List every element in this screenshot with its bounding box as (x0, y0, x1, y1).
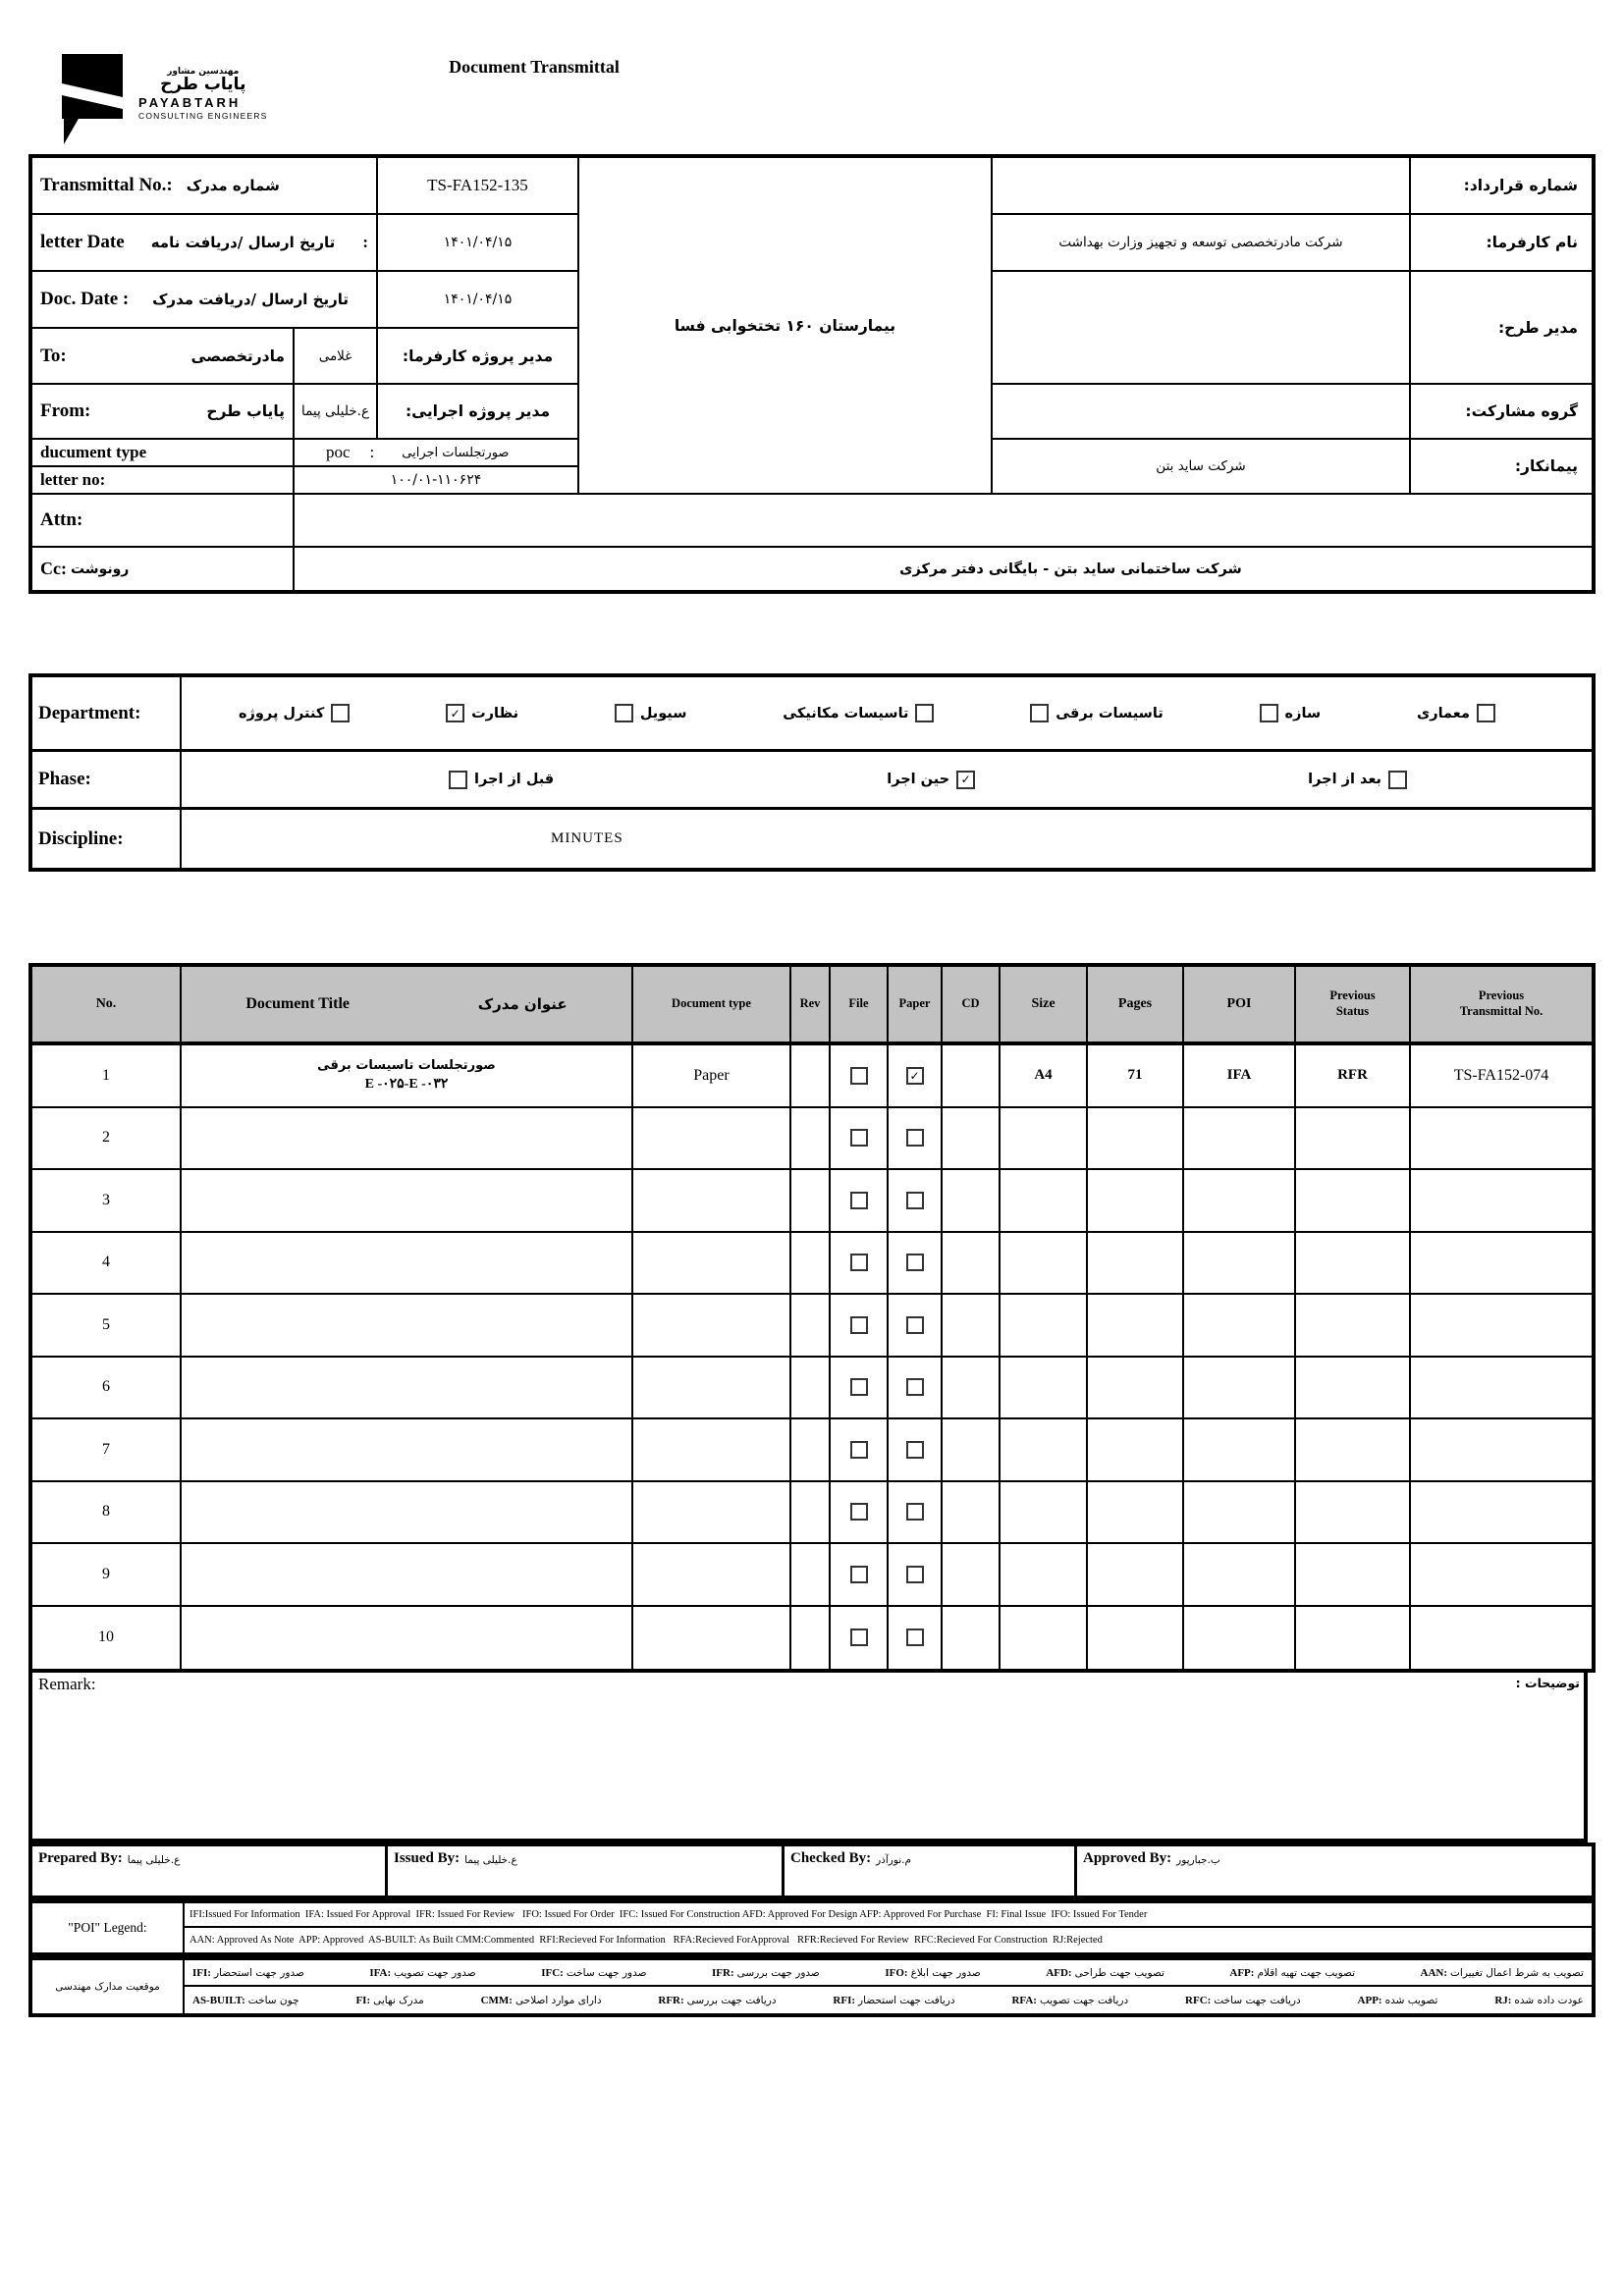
doc-row-5-rev (791, 1295, 831, 1358)
doc-row-1-paper (889, 1045, 943, 1108)
file-checkbox[interactable] (850, 1254, 868, 1271)
checkbox-option (1260, 704, 1322, 722)
doc-row-9-size (1001, 1544, 1088, 1607)
doc-row-10-size (1001, 1607, 1088, 1670)
doc-row-3-size (1001, 1170, 1088, 1233)
file-checkbox[interactable] (850, 1503, 868, 1521)
transmittal-no-value: TS-FA152-135 (378, 158, 579, 215)
file-checkbox[interactable] (850, 1316, 868, 1334)
contract-no-label: شماره قرارداد: (1411, 158, 1592, 215)
legend-code: IFR: (712, 1966, 734, 1979)
jv-label: گروه مشارکت: (1411, 385, 1592, 440)
doc-row-5-paper (889, 1295, 943, 1358)
legend-text: دریافت جهت تصویب (1039, 1994, 1129, 2006)
doc-row-6-paper (889, 1358, 943, 1420)
checkbox-option (783, 704, 934, 722)
executive-pm-label: مدیر پروژه اجرایی: (378, 385, 579, 440)
doc-row-3-title (182, 1170, 633, 1233)
doc-row-8-prev-no (1411, 1482, 1592, 1545)
legend-code: IFA: (369, 1966, 392, 1979)
checkbox-option-label: قبل از اجرا (474, 772, 555, 787)
doc-row-4-title (182, 1233, 633, 1296)
doc-row-1-size: A4 (1001, 1045, 1088, 1108)
doc-row-2-no: 2 (32, 1108, 182, 1171)
doc-row-1-cd (943, 1045, 1001, 1108)
legend-item-AFP (1229, 1967, 1355, 1979)
doc-row-6-type (633, 1358, 791, 1420)
checkbox-option-label: حین اجرا (887, 772, 950, 787)
prepared-by: Prepared By: ع.خلیلی پیما (32, 1846, 388, 1896)
checkbox-option-label: تاسیسات برقی (1056, 705, 1164, 721)
doc-row-5-type (633, 1295, 791, 1358)
checkbox-icon[interactable] (1477, 704, 1495, 722)
discipline-label: Discipline: (32, 810, 182, 868)
file-checkbox[interactable] (850, 1378, 868, 1396)
legend-code: AFD: (1046, 1966, 1072, 1979)
doc-row-5-title (182, 1295, 633, 1358)
file-checkbox[interactable] (850, 1192, 868, 1209)
doc-row-6-file (831, 1358, 889, 1420)
paper-checkbox[interactable] (906, 1378, 924, 1396)
page-title: Document Transmittal (449, 57, 620, 77)
col-header-title: Document Title عنوان مدرک (182, 967, 633, 1045)
legend-code: APP: (1357, 1994, 1382, 2006)
doc-row-6-title (182, 1358, 633, 1420)
doc-row-7-paper (889, 1419, 943, 1482)
doc-row-3-rev (791, 1170, 831, 1233)
from-person: ع.خلیلی پیما (295, 385, 378, 440)
contractor-value: شرکت ساید بتن (993, 440, 1411, 495)
doc-row-5-prev-status (1296, 1295, 1411, 1358)
doc-row-8-title (182, 1482, 633, 1545)
doc-row-9-cd (943, 1544, 1001, 1607)
paper-checkbox[interactable] (906, 1129, 924, 1147)
checkbox-icon[interactable] (1030, 704, 1049, 722)
doc-row-10-no: 10 (32, 1607, 182, 1670)
doc-row-7-file (831, 1419, 889, 1482)
legend-text: تصویب جهت تهیه اقلام (1257, 1966, 1356, 1979)
doc-row-4-prev-status (1296, 1233, 1411, 1296)
legend-item-IFO (885, 1967, 981, 1979)
doc-row-7-rev (791, 1419, 831, 1482)
paper-checkbox[interactable] (906, 1566, 924, 1583)
department-options (182, 677, 1592, 752)
doc-row-7-no: 7 (32, 1419, 182, 1482)
checkbox-option-label: تاسیسات مکانیکی (783, 705, 909, 721)
checkbox-option-label: سازه (1284, 705, 1322, 721)
legend-code: FI: (355, 1994, 371, 2006)
doc-row-9-rev (791, 1544, 831, 1607)
legend-item-RFI (833, 1995, 954, 2006)
doc-row-8-size (1001, 1482, 1088, 1545)
fa-legend-label: موقعیت مدارک مهندسی (32, 1960, 185, 2013)
doc-row-6-pages (1088, 1358, 1184, 1420)
doc-row-4-cd (943, 1233, 1001, 1296)
checkbox-icon[interactable] (1260, 704, 1278, 722)
col-header-file: File (831, 967, 889, 1045)
doc-row-3-paper (889, 1170, 943, 1233)
doc-row-4-paper (889, 1233, 943, 1296)
design-manager-value (993, 272, 1411, 385)
doc-row-8-pages (1088, 1482, 1184, 1545)
doc-row-8-type (633, 1482, 791, 1545)
doc-row-3-file (831, 1170, 889, 1233)
doc-row-5-poi (1184, 1295, 1296, 1358)
doc-row-7-title (182, 1419, 633, 1482)
to-field: To: مادرتخصصی (32, 329, 295, 385)
doc-row-10-paper (889, 1607, 943, 1670)
remark-box (28, 1672, 1588, 1842)
doc-row-7-cd (943, 1419, 1001, 1482)
fa-legend-row1 (185, 1960, 1592, 1987)
legend-code: IFC: (541, 1966, 564, 1979)
client-name-value: شرکت مادرتخصصی توسعه و تجهیز وزارت بهداشت (993, 215, 1411, 272)
doc-row-3-cd (943, 1170, 1001, 1233)
doc-row-6-prev-status (1296, 1358, 1411, 1420)
doc-row-10-prev-no (1411, 1607, 1592, 1670)
doc-row-5-cd (943, 1295, 1001, 1358)
checkbox-option (449, 771, 554, 789)
doc-row-4-type (633, 1233, 791, 1296)
project-name: بیمارستان ۱۶۰ تختخوابی فسا (579, 158, 993, 495)
phase-options (182, 752, 1592, 810)
doc-row-10-cd (943, 1607, 1001, 1670)
legend-text: دارای موارد اصلاحی (514, 1994, 602, 2006)
doc-row-7-size (1001, 1419, 1088, 1482)
checkbox-icon[interactable] (331, 704, 350, 722)
paper-checkbox[interactable] (906, 1629, 924, 1646)
doc-row-4-pages (1088, 1233, 1184, 1296)
file-checkbox[interactable] (850, 1067, 868, 1085)
doc-row-1-prev-status: RFR (1296, 1045, 1411, 1108)
letter-no-value: ۱۰۰/۰۱-۱۱۰۶۲۴ (295, 467, 579, 495)
doc-row-2-paper (889, 1108, 943, 1171)
letter-date-label: letter Date تاریخ ارسال /دریافت نامه : (32, 215, 378, 272)
doc-row-4-rev (791, 1233, 831, 1296)
legend-item-IFC (541, 1967, 646, 1979)
remark-label: Remark: (38, 1675, 96, 1693)
doc-row-3-prev-status (1296, 1170, 1411, 1233)
poi-legend (28, 1899, 1596, 1956)
doc-row-5-no: 5 (32, 1295, 182, 1358)
doc-row-6-no: 6 (32, 1358, 182, 1420)
doc-row-10-file (831, 1607, 889, 1670)
doc-row-10-rev (791, 1607, 831, 1670)
client-pm-label: مدیر پروژه کارفرما: (378, 329, 579, 385)
doc-row-9-poi (1184, 1544, 1296, 1607)
legend-text: صدور جهت استحضار (213, 1966, 304, 1979)
doc-row-8-poi (1184, 1482, 1296, 1545)
doc-row-6-cd (943, 1358, 1001, 1420)
legend-text: صدور جهت تصویب (394, 1966, 476, 1979)
legend-item-CMM (481, 1995, 602, 2006)
legend-item-FI (355, 1995, 423, 2006)
doc-row-10-title (182, 1607, 633, 1670)
doc-row-1-pages: 71 (1088, 1045, 1184, 1108)
doc-type-value: poc : صورتجلسات اجرایی (295, 440, 579, 467)
logo-tagline-fa: مهندسین مشاور (167, 67, 240, 77)
file-checkbox[interactable] (850, 1129, 868, 1147)
poi-legend-label: "POI" Legend: (32, 1903, 185, 1952)
col-header-poi: POI (1184, 967, 1296, 1045)
col-header-type: Document type (633, 967, 791, 1045)
doc-row-1-prev-no: TS-FA152-074 (1411, 1045, 1592, 1108)
file-checkbox[interactable] (850, 1566, 868, 1583)
doc-row-2-prev-no (1411, 1108, 1592, 1171)
doc-row-2-pages (1088, 1108, 1184, 1171)
doc-row-8-prev-status (1296, 1482, 1411, 1545)
doc-date-label: Doc. Date : تاریخ ارسال /دریافت مدرک (32, 272, 378, 329)
doc-row-7-prev-no (1411, 1419, 1592, 1482)
col-header-cd: CD (943, 967, 1001, 1045)
doc-row-3-prev-no (1411, 1170, 1592, 1233)
client-name-label: نام کارفرما: (1411, 215, 1592, 272)
fa-legend-row2 (185, 1987, 1592, 2013)
checkbox-option (446, 704, 518, 722)
legend-text: تصویب شده (1384, 1994, 1438, 2006)
legend-code: IFI: (192, 1966, 211, 1979)
phase-label: Phase: (32, 752, 182, 810)
approved-by: Approved By: ب.جبارپور (1083, 1850, 1220, 1866)
legend-item-IFR (712, 1967, 820, 1979)
doc-row-1-type: Paper (633, 1045, 791, 1108)
legend-text: دریافت جهت بررسی (686, 1994, 777, 2006)
department-table (28, 673, 1596, 872)
transmittal-no-label: Transmittal No.: شماره مدرک (32, 158, 378, 215)
legend-code: CMM: (480, 1994, 513, 2006)
doc-row-10-poi (1184, 1607, 1296, 1670)
doc-row-8-no: 8 (32, 1482, 182, 1545)
discipline-value: MINUTES (551, 830, 623, 846)
col-header-rev: Rev (791, 967, 831, 1045)
legend-code: AAN: (1420, 1966, 1448, 1979)
doc-row-5-prev-no (1411, 1295, 1592, 1358)
letter-no-label: letter no: (32, 467, 295, 495)
poi-legend-line2: AAN: Approved As Note APP: Approved AS-BUILT: As Built CMM:Commented RFI:Recieved For Information RFA:Recieved ForApproval RFR:Recieved For Review RFC:Recieved For Construction RJ:Rejected (189, 1935, 1103, 1946)
doc-row-9-paper (889, 1544, 943, 1607)
doc-row-1-no: 1 (32, 1045, 182, 1108)
paper-checkbox[interactable] (906, 1503, 924, 1521)
contract-no-value (993, 158, 1411, 215)
doc-row-7-type (633, 1419, 791, 1482)
doc-row-2-size (1001, 1108, 1088, 1171)
doc-row-8-cd (943, 1482, 1001, 1545)
legend-item-AS-BUILT (192, 1995, 299, 2006)
logo-name-en: PAYABTARH (138, 95, 242, 111)
legend-code: AS-BUILT: (192, 1994, 245, 2006)
doc-row-6-rev (791, 1358, 831, 1420)
checkbox-option-label: نظارت (471, 705, 519, 721)
legend-item-IFA (369, 1967, 475, 1979)
legend-item-RJ (1494, 1995, 1584, 2006)
doc-row-9-title (182, 1544, 633, 1607)
checked-by: Checked By: م.نورآذر (785, 1846, 1077, 1896)
poi-legend-line1: IFI:Issued For Information IFA: Issued For Approval IFR: Issued For Review IFO: Issued For Order IFC: Issued For Construction AFD: Approved For Design AFP: Approved For Purchase FI: Final Issue IFO: Issued For Tender (185, 1903, 1592, 1928)
doc-row-2-cd (943, 1108, 1001, 1171)
legend-text: صدور جهت ساخت (566, 1966, 647, 1979)
doc-row-10-type (633, 1607, 791, 1670)
checkbox-icon[interactable] (449, 771, 467, 789)
doc-row-10-prev-status (1296, 1607, 1411, 1670)
logo-subtitle-en: CONSULTING ENGINEERS (138, 110, 268, 121)
doc-row-2-file (831, 1108, 889, 1171)
legend-text: دریافت جهت ساخت (1214, 1994, 1301, 2006)
doc-row-2-type (633, 1108, 791, 1171)
col-header-prev-transmittal: Previous Transmittal No. (1411, 967, 1592, 1045)
doc-row-9-pages (1088, 1544, 1184, 1607)
doc-row-9-prev-no (1411, 1544, 1592, 1607)
col-header-paper: Paper (889, 967, 943, 1045)
info-table (28, 154, 1596, 594)
doc-type-label: ducument type (32, 440, 295, 467)
doc-row-3-type (633, 1170, 791, 1233)
doc-row-4-file (831, 1233, 889, 1296)
legend-code: IFO: (885, 1966, 908, 1979)
doc-row-4-poi (1184, 1233, 1296, 1296)
checkbox-option (1417, 704, 1495, 722)
doc-row-5-pages (1088, 1295, 1184, 1358)
doc-row-9-prev-status (1296, 1544, 1411, 1607)
legend-item-IFI (192, 1967, 304, 1979)
doc-row-2-title (182, 1108, 633, 1171)
paper-checkbox[interactable] (906, 1316, 924, 1334)
logo-tail-shape (64, 117, 80, 144)
legend-text: عودت داده شده (1514, 1994, 1584, 2006)
contractor-label: پیمانکار: (1411, 440, 1592, 495)
document-table (28, 963, 1596, 1673)
attn-label: Attn: (32, 495, 295, 548)
checkbox-option (887, 771, 975, 789)
legend-item-AAN (1421, 1967, 1584, 1979)
doc-number: E -۰۲۵-E -۰۳۲ (364, 1077, 449, 1093)
doc-row-10-pages (1088, 1607, 1184, 1670)
cc-value: شرکت ساختمانی ساید بتن - بایگانی دفتر مرکزی (899, 561, 1242, 577)
doc-row-3-poi (1184, 1170, 1296, 1233)
checkbox-option-label: معماری (1416, 705, 1470, 721)
legend-code: AFP: (1229, 1966, 1255, 1979)
paper-checkbox[interactable]: ✓ (906, 1067, 924, 1085)
checkbox-option-label: کنترل پروژه (239, 705, 325, 721)
attn-value (295, 495, 1592, 548)
doc-row-8-file (831, 1482, 889, 1545)
doc-row-4-no: 4 (32, 1233, 182, 1296)
file-checkbox[interactable] (850, 1441, 868, 1459)
legend-code: RFI: (833, 1994, 856, 2006)
doc-row-3-no: 3 (32, 1170, 182, 1233)
signature-row (28, 1842, 1596, 1899)
col-header-prev-status: Previous Status (1296, 967, 1411, 1045)
checkbox-option-label: سیویل (639, 705, 687, 721)
doc-row-2-rev (791, 1108, 831, 1171)
doc-row-1-poi: IFA (1184, 1045, 1296, 1108)
doc-row-7-prev-status (1296, 1419, 1411, 1482)
doc-row-9-type (633, 1544, 791, 1607)
checkbox-checked-icon[interactable]: ✓ (956, 771, 975, 789)
legend-text: چون ساخت (247, 1994, 299, 2006)
legend-item-AFD (1046, 1967, 1164, 1979)
doc-row-7-poi (1184, 1419, 1296, 1482)
design-manager-label: مدیر طرح: (1411, 272, 1592, 385)
jv-value (993, 385, 1411, 440)
doc-row-1-rev (791, 1045, 831, 1108)
doc-row-7-pages (1088, 1419, 1184, 1482)
legend-code: RFR: (658, 1994, 684, 2006)
from-field: From: پایاب طرح (32, 385, 295, 440)
paper-checkbox[interactable] (906, 1441, 924, 1459)
paper-checkbox[interactable] (906, 1254, 924, 1271)
issued-by: Issued By: ع.خلیلی پیما (388, 1846, 785, 1896)
department-label: Department: (32, 677, 182, 752)
cc-label: Cc: رونوشت (32, 548, 295, 590)
checkbox-option-label: بعد از اجرا (1308, 772, 1381, 787)
doc-row-4-prev-no (1411, 1233, 1592, 1296)
doc-row-6-size (1001, 1358, 1088, 1420)
doc-row-6-prev-no (1411, 1358, 1592, 1420)
checkbox-icon[interactable] (1388, 771, 1407, 789)
legend-code: RFA: (1011, 1994, 1037, 2006)
legend-item-RFC (1185, 1995, 1301, 2006)
doc-title-fa: صورتجلسات تاسیسات برقی (317, 1058, 496, 1074)
legend-code: RFC: (1185, 1994, 1212, 2006)
checkbox-option (1308, 771, 1407, 789)
legend-text: تصویب به شرط اعمال تغییرات (1450, 1966, 1584, 1979)
file-checkbox[interactable] (850, 1629, 868, 1646)
checkbox-option (615, 704, 687, 722)
fa-legend (28, 1956, 1596, 2017)
doc-row-4-size (1001, 1233, 1088, 1296)
legend-item-APP (1358, 1995, 1438, 2006)
legend-text: مدرک نهایی (373, 1994, 424, 2006)
checkbox-checked-icon[interactable]: ✓ (446, 704, 464, 722)
col-header-no: No. (32, 967, 182, 1045)
legend-text: تصویب جهت طراحی (1074, 1966, 1164, 1979)
doc-row-9-no: 9 (32, 1544, 182, 1607)
legend-text: صدور جهت بررسی (736, 1966, 820, 1979)
legend-text: صدور جهت ابلاغ (910, 1966, 981, 1979)
remark-label-fa: توضیحات : (1515, 1676, 1580, 1690)
legend-text: دریافت جهت استحضار (858, 1994, 955, 2006)
doc-row-9-file (831, 1544, 889, 1607)
doc-row-6-poi (1184, 1358, 1296, 1420)
doc-row-5-file (831, 1295, 889, 1358)
letter-date-value: ۱۴۰۱/۰۴/۱۵ (378, 215, 579, 272)
doc-row-2-prev-status (1296, 1108, 1411, 1171)
legend-code: RJ: (1494, 1994, 1512, 2006)
doc-row-5-size (1001, 1295, 1088, 1358)
checkbox-icon[interactable] (615, 704, 633, 722)
doc-row-1-title (182, 1045, 633, 1108)
doc-row-8-rev (791, 1482, 831, 1545)
doc-row-8-paper (889, 1482, 943, 1545)
doc-date-value: ۱۴۰۱/۰۴/۱۵ (378, 272, 579, 329)
doc-row-2-poi (1184, 1108, 1296, 1171)
legend-item-RFR (658, 1995, 776, 2006)
checkbox-option (239, 704, 350, 722)
doc-row-3-pages (1088, 1170, 1184, 1233)
checkbox-option (1030, 704, 1164, 722)
logo-name-fa: پایاب طرح (160, 75, 246, 95)
col-header-pages: Pages (1088, 967, 1184, 1045)
to-person: غلامی (295, 329, 378, 385)
paper-checkbox[interactable] (906, 1192, 924, 1209)
legend-item-RFA (1011, 1995, 1128, 2006)
col-header-size: Size (1001, 967, 1088, 1045)
checkbox-icon[interactable] (915, 704, 934, 722)
doc-row-1-file (831, 1045, 889, 1108)
